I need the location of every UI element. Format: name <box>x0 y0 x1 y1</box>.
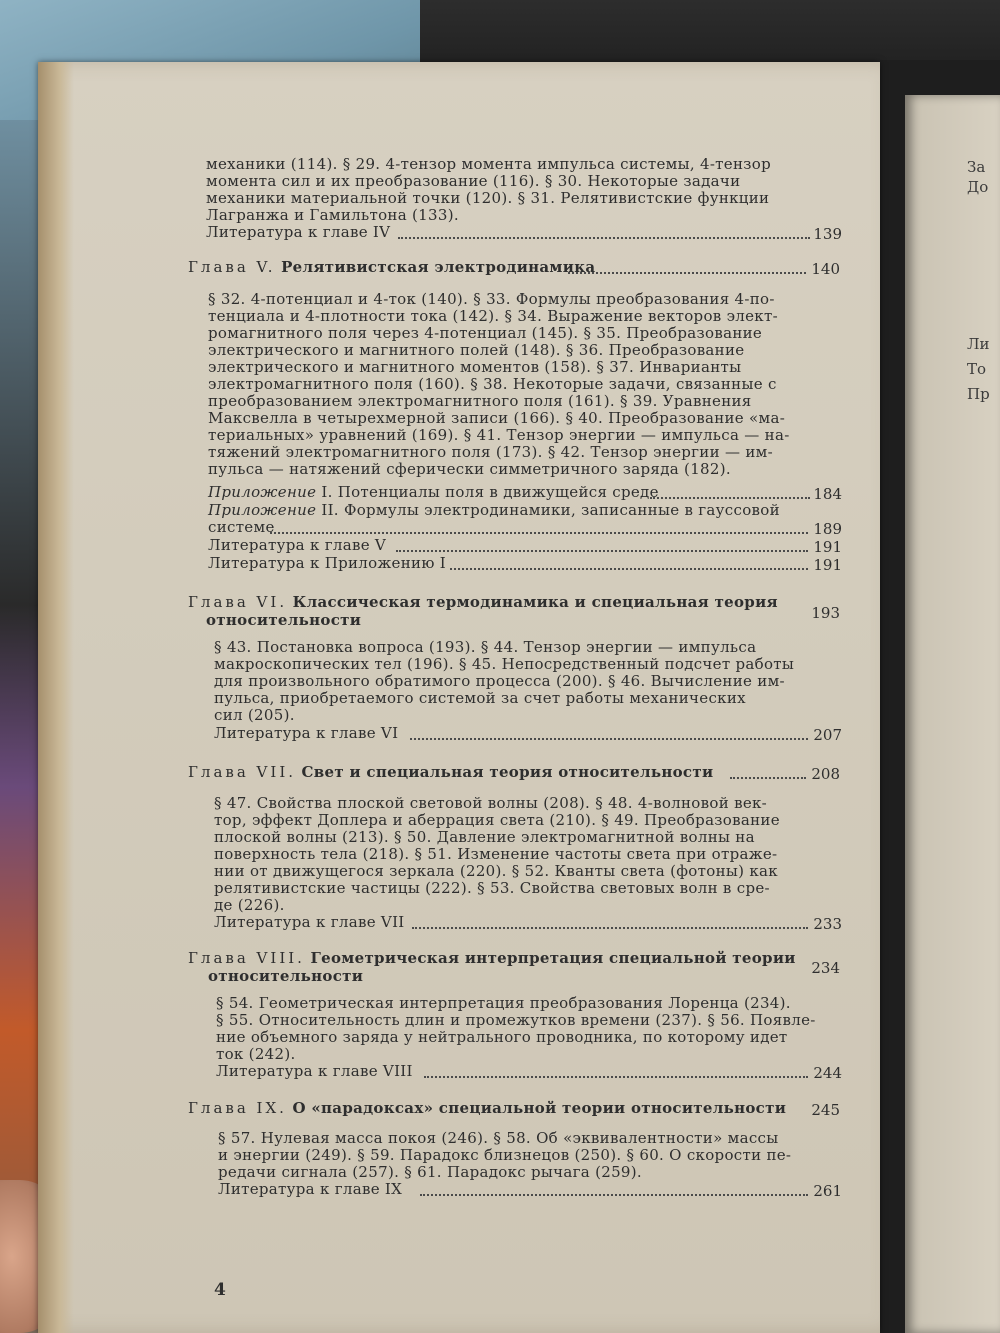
leader-dots <box>730 777 806 779</box>
page-ref: 233 <box>813 915 842 933</box>
page-ref: 207 <box>813 726 842 744</box>
page-ref: 208 <box>811 765 840 783</box>
chapter-heading <box>188 259 595 275</box>
page-ref: 261 <box>813 1182 842 1200</box>
toc-line: для произвольного обратимого процесса (200). § 46. Вычисление им- <box>214 672 785 690</box>
leader-dots <box>424 1076 808 1078</box>
leader-dots <box>398 237 810 239</box>
page-ref: 184 <box>813 485 842 503</box>
right-fragment: Ли <box>967 335 990 353</box>
chapter-title: Классическая термодинамика и специальная теория <box>292 593 778 611</box>
toc-line: сил (205). <box>214 706 295 724</box>
toc-line: пульса — натяжений сферически симметричного заряда (182). <box>208 460 731 478</box>
right-fragment: То <box>967 360 987 378</box>
chapter-title: О «парадоксах» специальной теории относительности <box>292 1099 787 1117</box>
leader-dots <box>396 550 808 552</box>
appendix-entry <box>208 484 659 500</box>
appendix-text: I. Потенциалы поля в движущейся среде <box>321 483 659 501</box>
chapter-prefix: Глава VII. <box>188 763 297 781</box>
appendix-label: Приложение <box>208 501 317 519</box>
toc-line: § 55. Относительность длин и промежутков времени (237). § 56. Появле- <box>216 1011 816 1029</box>
literature-entry: Литература к главе IV <box>206 223 391 241</box>
appendix-text-cont: системе <box>208 518 275 536</box>
toc-line: § 54. Геометрическая интерпретация преобразования Лоренца (234). <box>216 994 791 1012</box>
page-ref: 189 <box>813 520 842 538</box>
chapter-title-cont: относительности <box>208 967 364 985</box>
chapter-heading <box>188 950 796 966</box>
toc-line: плоской волны (213). § 50. Давление электромагнитной волны на <box>214 828 755 846</box>
toc-line: тяжений электромагнитного поля (173). § 42. Тензор энергии — им- <box>208 443 773 461</box>
toc-line: преобразованием электромагнитного поля (161). § 39. Уравнения <box>208 392 752 410</box>
chapter-prefix: Глава V. <box>188 258 276 276</box>
chapter-title-cont: относительности <box>206 611 362 629</box>
toc-line: § 32. 4-потенциал и 4-ток (140). § 33. Формулы преобразования 4-по- <box>208 290 775 308</box>
leader-dots <box>650 497 810 499</box>
literature-entry: Литература к главе IX <box>218 1180 403 1198</box>
table-of-contents <box>38 62 880 1333</box>
toc-line: макроскопических тел (196). § 45. Непосредственный подсчет работы <box>214 655 795 673</box>
toc-line: пульса, приобретаемого системой за счет работы механических <box>214 689 746 707</box>
chapter-title: Геометрическая интерпретация специальной теории <box>310 949 796 967</box>
appendix-entry <box>208 502 780 518</box>
toc-line: § 43. Постановка вопроса (193). § 44. Тензор энергии — импульса <box>214 638 757 656</box>
page-ref: 244 <box>813 1064 842 1082</box>
chapter-prefix: Глава IX. <box>188 1099 287 1117</box>
toc-line: и энергии (249). § 59. Парадокс близнецов (250). § 60. О скорости пе- <box>218 1146 792 1164</box>
toc-line: редачи сигнала (257). § 61. Парадокс рычага (259). <box>218 1163 642 1181</box>
book-page <box>38 62 880 1333</box>
page-ref: 193 <box>811 604 840 622</box>
page-ref: 245 <box>811 1101 840 1119</box>
appendix-text: II. Формулы электродинамики, записанные в гауссовой <box>321 501 780 519</box>
toc-line: § 47. Свойства плоской световой волны (208). § 48. 4-волновой век- <box>214 794 768 812</box>
appendix-label: Приложение <box>208 483 317 501</box>
literature-entry: Литература к главе V <box>208 536 387 554</box>
toc-line: териальных» уравнений (169). § 41. Тензор энергии — импульса — на- <box>208 426 790 444</box>
toc-line: электромагнитного поля (160). § 38. Некоторые задачи, связанные с <box>208 375 777 393</box>
toc-line: механики (114). § 29. 4-тензор момента импульса системы, 4-тензор <box>206 155 771 173</box>
page-edge <box>38 62 74 1333</box>
toc-line: электрического и магнитного моментов (158). § 37. Инварианты <box>208 358 742 376</box>
right-fragment: За <box>967 158 986 176</box>
page-ref: 191 <box>813 556 842 574</box>
chapter-heading <box>188 764 713 780</box>
toc-line: де (226). <box>214 896 285 914</box>
right-fragment: Пр <box>967 385 990 403</box>
chapter-title: Релятивистская электродинамика <box>281 258 596 276</box>
literature-entry: Литература к главе VI <box>214 724 399 742</box>
leader-dots <box>450 568 808 570</box>
chapter-prefix: Глава VIII. <box>188 949 305 967</box>
toc-line: ние объемного заряда у нейтрального проводника, по которому идет <box>216 1028 788 1046</box>
toc-line: электрического и магнитного полей (148). § 36. Преобразование <box>208 341 745 359</box>
toc-line: релятивистские частицы (222). § 53. Свойства световых волн в сре- <box>214 879 770 897</box>
leader-dots <box>420 1194 808 1196</box>
chapter-heading <box>188 594 778 610</box>
leader-dots <box>568 272 806 274</box>
toc-line: нии от движущегося зеркала (220). § 52. Кванты света (фотоны) как <box>214 862 778 880</box>
toc-line: тор, эффект Доплера и аберрация света (210). § 49. Преобразование <box>214 811 780 829</box>
page-ref: 139 <box>813 225 842 243</box>
toc-line: тенциала и 4-плотности тока (142). § 34. Выражение векторов элект- <box>208 307 778 325</box>
leader-dots <box>412 927 808 929</box>
page-number: 4 <box>214 1280 226 1300</box>
page-ref: 140 <box>811 260 840 278</box>
toc-line: момента сил и их преобразование (116). § 30. Некоторые задачи <box>206 172 741 190</box>
chapter-prefix: Глава VI. <box>188 593 288 611</box>
toc-line: ромагнитного поля через 4-потенциал (145). § 35. Преобразование <box>208 324 763 342</box>
toc-line: ток (242). <box>216 1045 296 1063</box>
toc-line: Максвелла в четырехмерной записи (166). § 40. Преобразование «ма- <box>208 409 786 427</box>
literature-entry: Литература к Приложению I <box>208 554 446 572</box>
leader-dots <box>410 738 808 740</box>
chapter-title: Свет и специальная теория относительности <box>301 763 714 781</box>
literature-entry: Литература к главе VII <box>214 913 405 931</box>
toc-line: § 57. Нулевая масса покоя (246). § 58. Об «эквивалентности» массы <box>218 1129 779 1147</box>
page-ref: 234 <box>811 959 840 977</box>
page-ref: 191 <box>813 538 842 556</box>
toc-line: поверхность тела (218). § 51. Изменение частоты света при отраже- <box>214 845 778 863</box>
right-page <box>905 95 1000 1333</box>
leader-dots <box>270 532 808 534</box>
toc-line: механики материальной точки (120). § 31. Релятивистские функции <box>206 189 770 207</box>
right-fragment: До <box>967 178 989 196</box>
literature-entry: Литература к главе VIII <box>216 1062 413 1080</box>
toc-line: Лагранжа и Гамильтона (133). <box>206 206 459 224</box>
chapter-heading <box>188 1100 786 1116</box>
